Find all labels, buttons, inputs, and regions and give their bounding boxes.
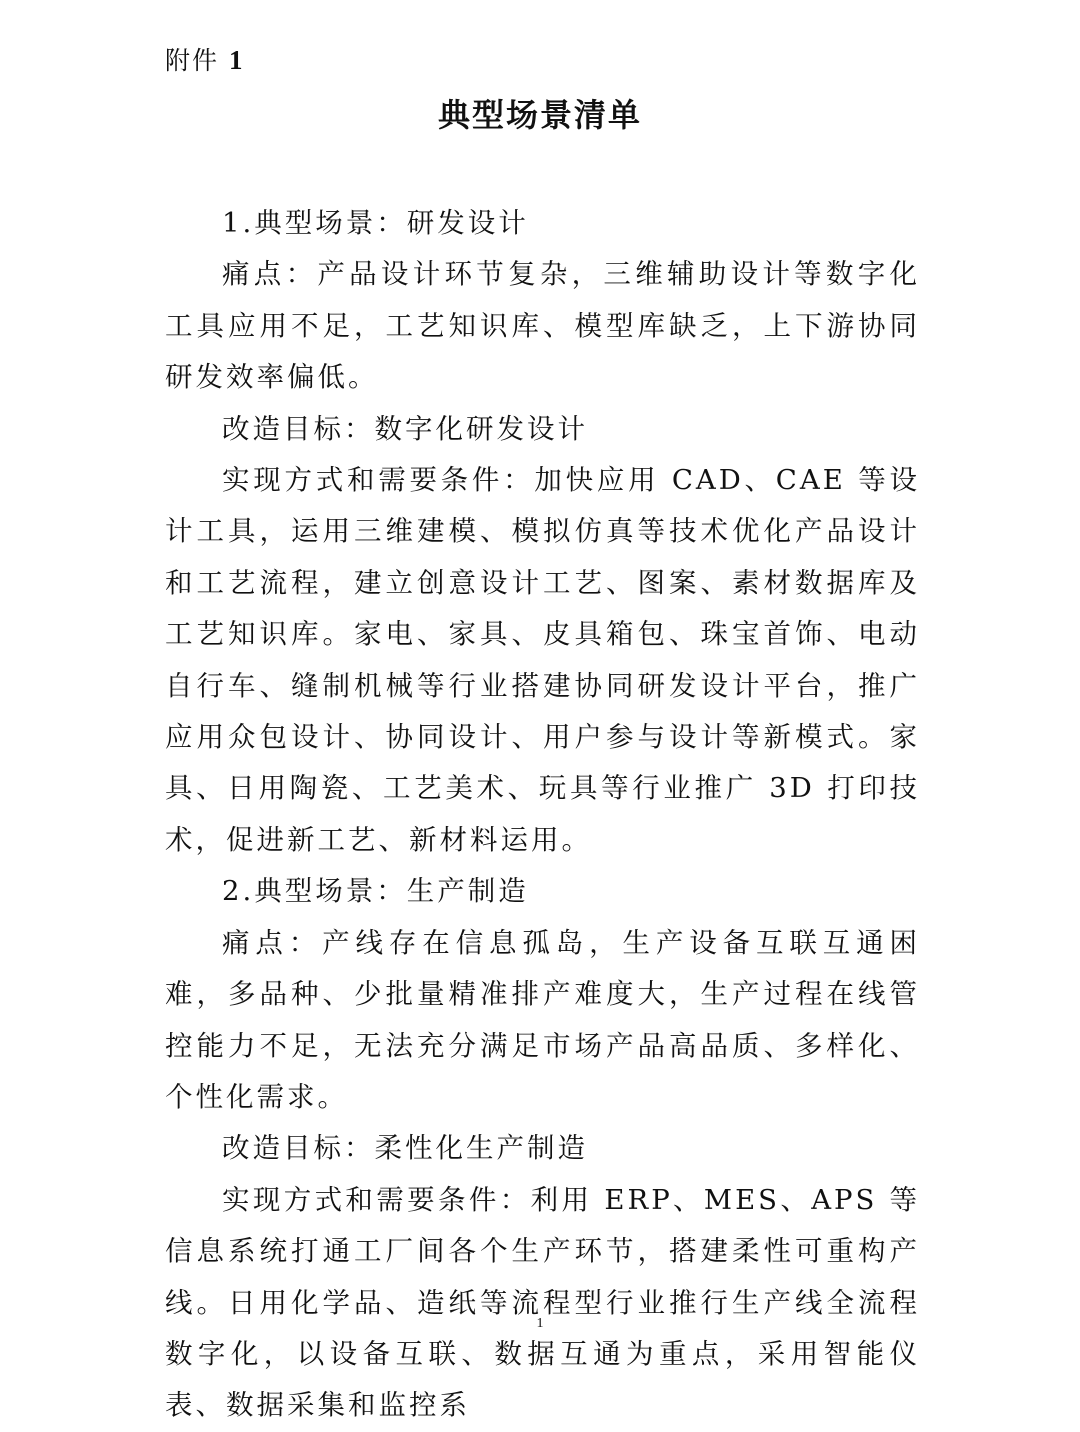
document-title: 典型场景清单 [437, 96, 642, 134]
scene-heading-2 [165, 866, 920, 917]
pain-text: 产品设计环节复杂，三维辅助设计等数字化工具应用不足，工艺知识库、模型库缺乏，上下游协同研发效率偏低。 [165, 258, 921, 394]
attachment-number: 1 [228, 45, 245, 75]
pain-label: 痛点： [222, 926, 323, 959]
method-text: 加快应用 CAD、CAE 等设计工具，运用三维建模、模拟仿真等技术优化产品设计和工艺流程，建立创意设计工艺、图案、素材数据库及工艺知识库。家电、家具、皮具箱包、珠宝首饰、电动自行车、缝制机械等行业搭建协同研发设计平台，推广应用众包设计、协同设计、用户参与设计等新模式。家具、日用陶瓷、工艺美术、玩具等行业推广 3D 打印技术，促进新工艺、新材料运用。 [165, 464, 920, 856]
goal-paragraph-1 [165, 404, 920, 455]
goal-text: 柔性化生产制造 [374, 1132, 588, 1165]
goal-text: 数字化研发设计 [374, 412, 588, 445]
method-paragraph-1 [165, 455, 920, 866]
attachment-text: 附件 [165, 46, 220, 75]
scene-heading-1 [165, 198, 920, 249]
scene-label: 1.典型场景： [222, 207, 407, 239]
goal-label: 改造目标： [222, 1132, 375, 1165]
page-number: 1 [536, 1316, 544, 1331]
method-label: 实现方式和需要条件： [222, 1183, 531, 1216]
scene-value: 生产制造 [406, 875, 529, 908]
pain-paragraph-2 [165, 918, 920, 1124]
scene-value: 研发设计 [406, 207, 529, 239]
method-paragraph-2 [165, 1175, 920, 1432]
pain-paragraph-1 [165, 249, 920, 403]
method-text: 利用 ERP、MES、APS 等信息系统打通工厂间各个生产环节，搭建柔性可重构产线。日用化学品、造纸等流程型行业推行生产线全流程数字化，以设备互联、数据互通为重点，采用智能仪表、数据采集和监控系 [165, 1183, 921, 1422]
pain-label: 痛点： [222, 258, 318, 291]
pain-text: 产线存在信息孤岛，生产设备互联互通困难，多品种、少批量精准排产难度大，生产过程在线管控能力不足，无法充分满足市场产品高品质、多样化、个性化需求。 [165, 926, 920, 1113]
attachment-label [165, 42, 244, 79]
goal-paragraph-2 [165, 1123, 920, 1174]
method-label: 实现方式和需要条件： [222, 464, 535, 497]
goal-label: 改造目标： [222, 412, 375, 445]
scene-label: 2.典型场景： [222, 875, 407, 908]
document-body [165, 198, 920, 1432]
